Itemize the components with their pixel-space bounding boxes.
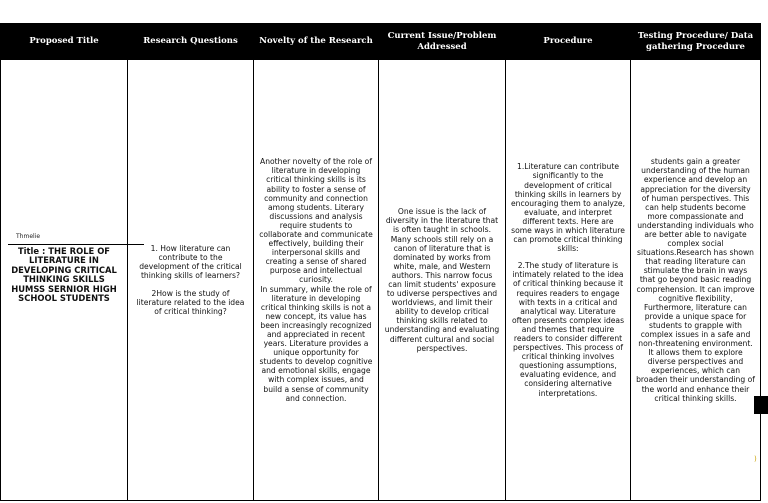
title-cell: [1, 60, 128, 501]
header-novelty: Novelty of the Research: [254, 24, 379, 60]
header-current-issue: Current Issue/Problem Addressed: [379, 24, 506, 60]
current-issue-cell: [379, 60, 506, 501]
proposed-title: Title : THE ROLE OF LITERATURE IN DEVELOPING CRITICAL THINKING SKILLS HUMSS SERNIOR HIGH SCHOOL STUDENTS: [11, 245, 117, 304]
novelty-paragraph-2: In summary, while the role of literature in developing critical thinking skills is not a new concept, its value has been increasingly recognized and appreciated in recent years. Literature provides a unique opportunity for students to develop cognitive and emotional skills, engage with complex issues, and build a sense of community and connection.: [259, 284, 373, 403]
research-proposal-table: [0, 23, 761, 501]
novelty-cell: [254, 60, 379, 501]
procedure-step-1: 1.Literature can contribute significantly to the development of critical thinking skills in learners by encouraging them to analyze, evaluate, and interpret different texts. Here are some ways in which literature can promote critical thinking skills:: [511, 162, 625, 254]
testing-procedure-cell: [631, 60, 761, 501]
header-procedure: Procedure: [506, 24, 631, 60]
procedure-cell: [506, 60, 631, 501]
margin-glyph: ): [754, 455, 757, 463]
header-row: [1, 24, 761, 60]
procedure-step-2: 2.The study of literature is intimately related to the idea of critical thinking because it requires readers to engage with texts in a critical and analytical way. Literature often presents complex ideas and themes that require readers to consider different perspectives. This process of critical thinking involves questioning assumptions, evaluating evidence, and considering alternative interpretations.: [511, 261, 625, 398]
title-underline: [8, 244, 144, 245]
title-overlay-text: Thmelie: [16, 233, 41, 241]
content-row: [1, 60, 761, 501]
proposed-title-text: [6, 233, 122, 323]
current-issue-text: One issue is the lack of diversity in the literature that is often taught in schools. Many schools still rely on a canon of literature that is dominated by works from white, male, and Western authors. This narrow focus can limit students' exposure to udiverse perspectives and worldviews, and limit their ability to develop critical thinking skills related to understanding and evaluating different cultural and social perspectives.: [384, 207, 500, 353]
research-questions-cell: [128, 60, 254, 501]
header-research-questions: Research Questions: [128, 24, 254, 60]
research-question-1: 1. How literature can contribute to the development of the critical thinking skills of learners?: [139, 244, 242, 281]
corner-black-mark: [754, 396, 768, 414]
header-proposed-title: Proposed Title: [1, 24, 128, 60]
testing-procedure-text: students gain a greater understanding of the human experience and develop an appreciation for the diversity of human perspectives. This can help students become more compassionate and understanding individuals who are better able to navigate complex social situations.Research has shown that reading literature can stimulate the brain in ways that go beyond basic reading comprehension. It can improve cognitive flexibility, Furthermore, literature can provide a unique space for students to grapple with complex issues in a safe and non-threatening environment. It allows them to explore diverse perspectives and experiences, which can broaden their understanding of the world and enhance their critical thinking skills.: [636, 157, 755, 403]
research-question-2: 2How is the study of literature related to the idea of critical thinking?: [136, 288, 245, 316]
novelty-paragraph-1: Another novelty of the role of literature in developing critical thinking skills is its ability to foster a sense of community and connection among students. Literary discussions and analysis require students to collaborate and communicate effectively, building their interpersonal skills and creating a sense of shared purpose and intellectual curiosity.: [259, 157, 373, 285]
header-testing-procedure: Testing Procedure/ Data gathering Procedure: [631, 24, 761, 60]
